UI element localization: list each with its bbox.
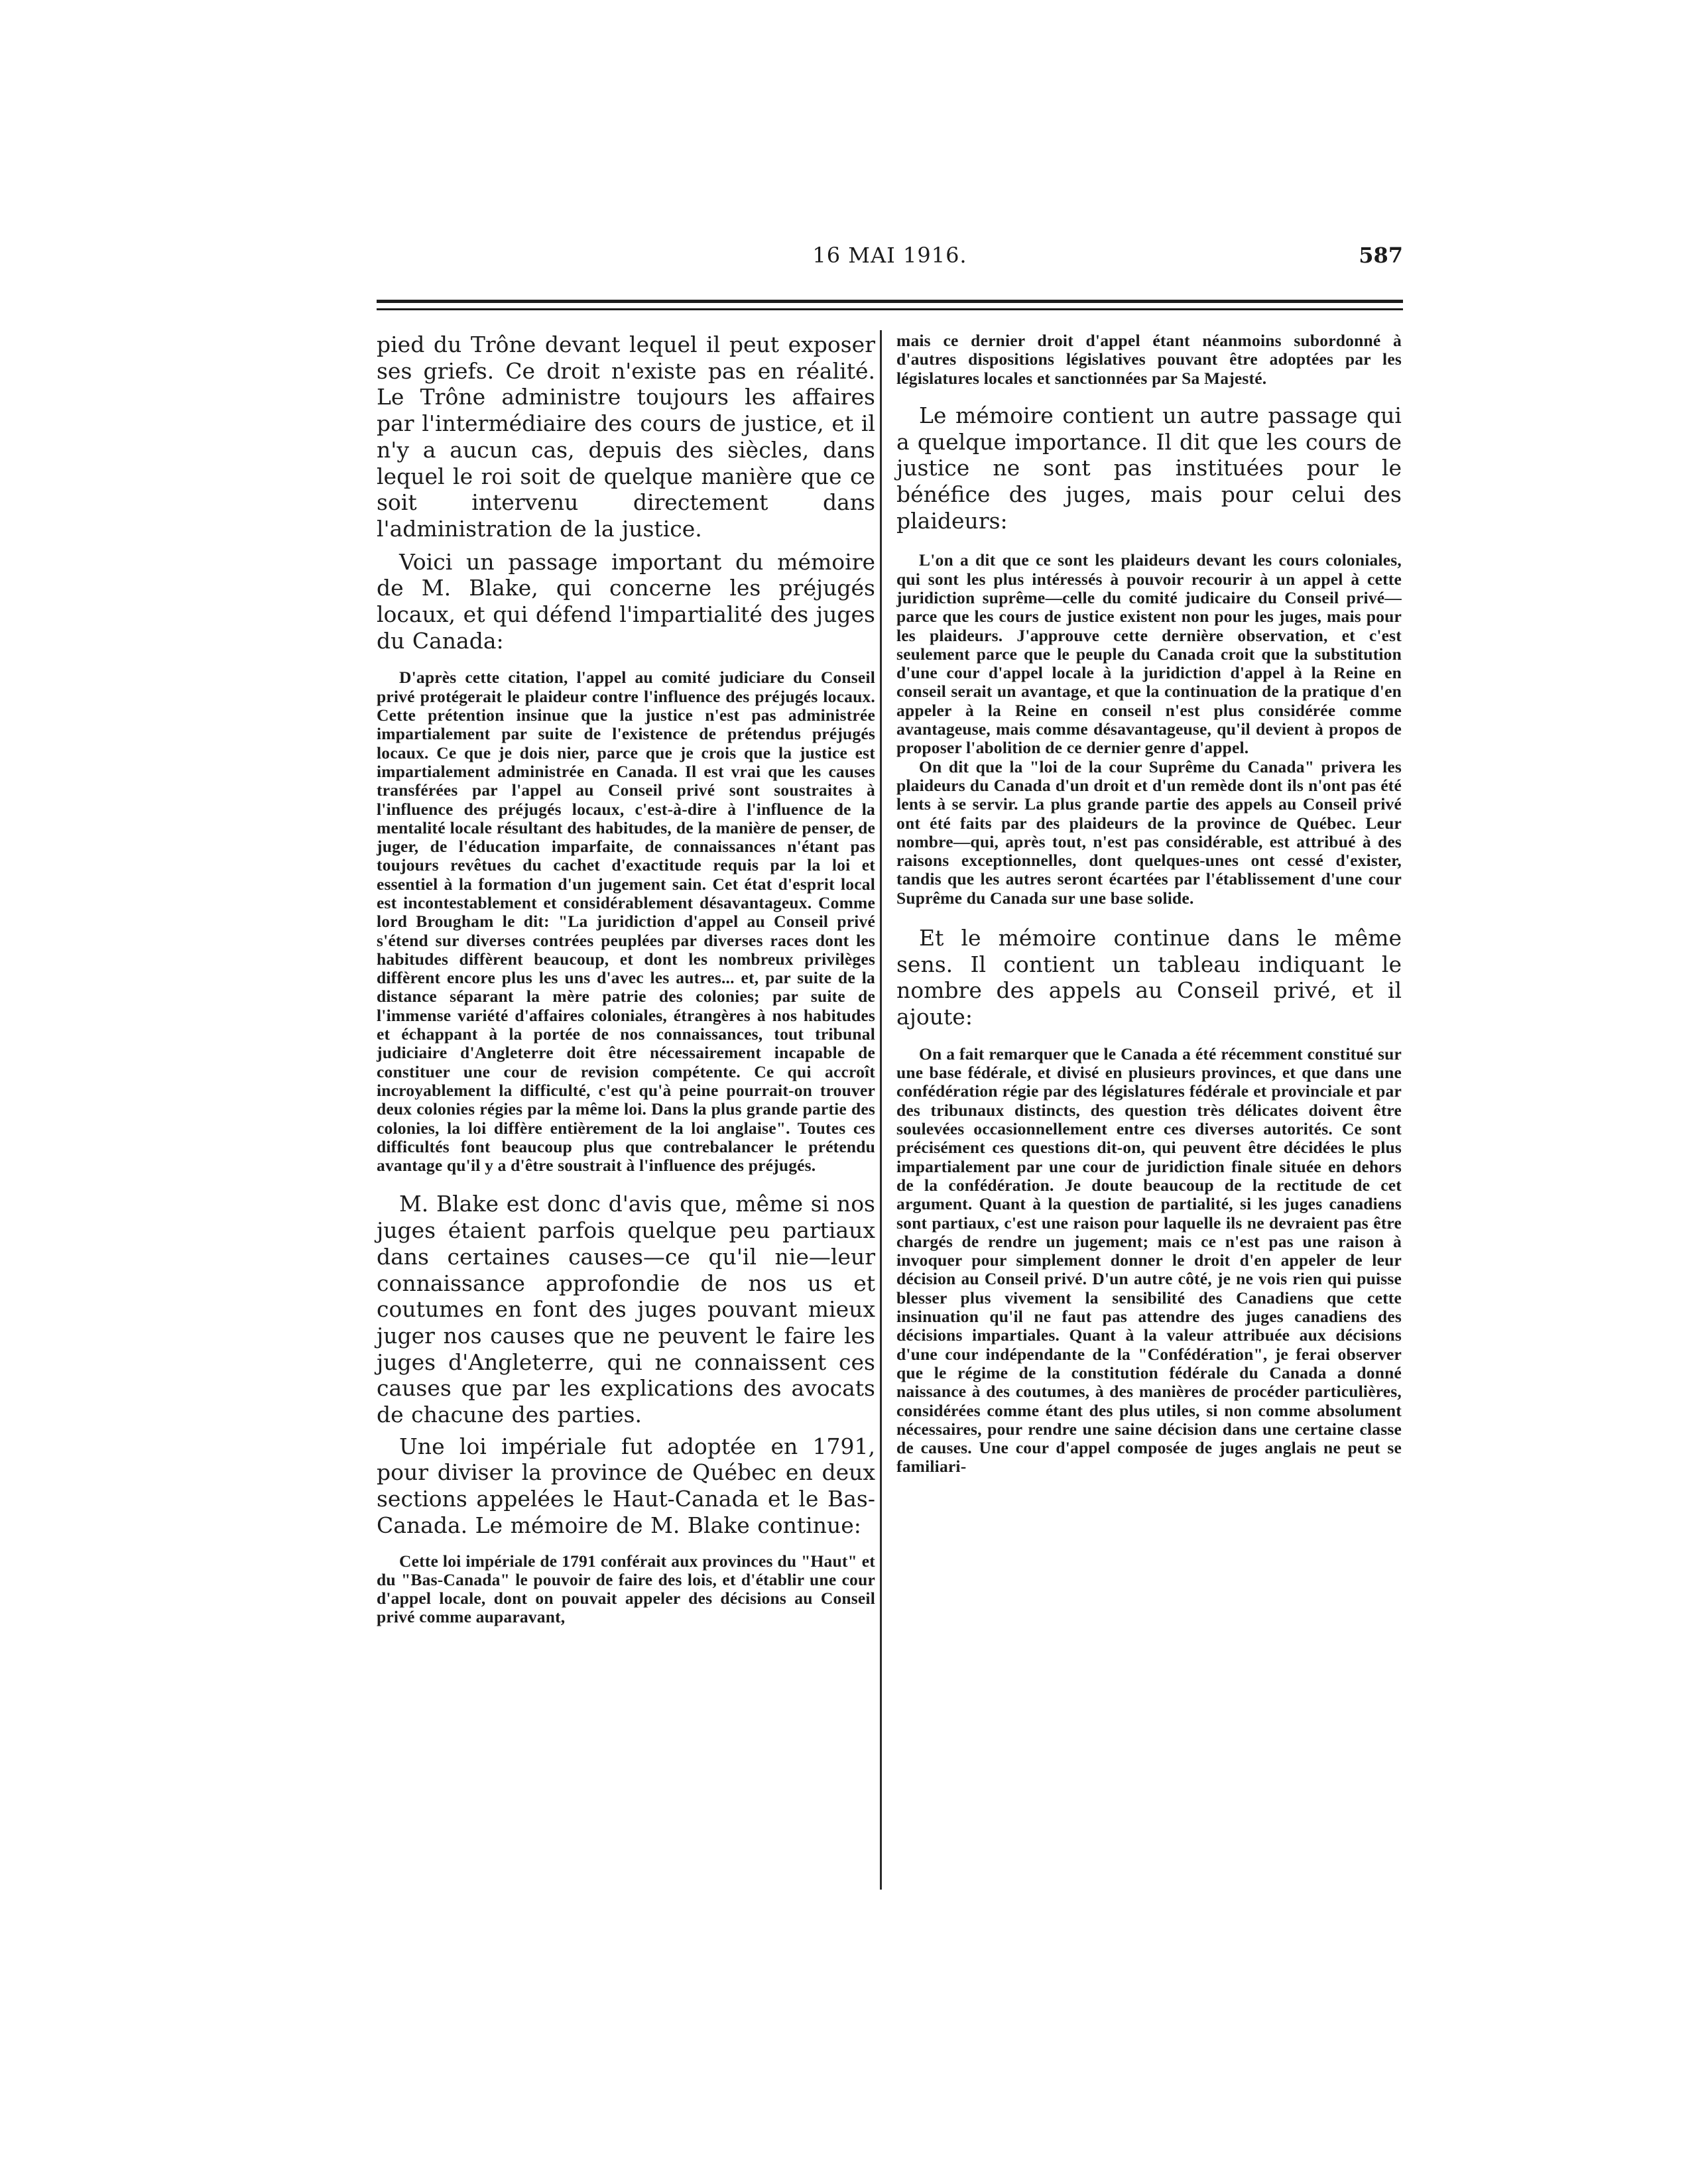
column-divider [880,330,882,1890]
quoted-passage: On a fait remarquer que le Canada a été récemment constitué sur une base fédérale, et divisé en plusieurs provinces, et que dans une confédération régie par des législatures fédérale et provinciale et par des tribunaux distincts, des question très délicates doivent être soulevées occasionnellement entre ces diverses autorités. Ce sont précisément ces questions dit-on, qui peuvent être décidées le plus impartialement par une cour de juridiction finale située en dehors de la confédération. Je doute beaucoup de la rectitude de cet argument. Quant à la question de partialité, si les juges canadiens sont partiaux, c'est une raison pour laquelle ils ne devraient pas être chargés de rendre un jugement; mais ce n'est pas une raison à invoquer pour simplement donner le droit d'en appeler de leur décision au Conseil privé. D'un autre côté, je ne vois rien qui puisse blesser plus vivement la sensibilité des Canadiens que cette insinuation qu'il ne faut pas attendre des juges canadiens des décisions impartiales. Quant à la valeur attribuée aux décisions d'une cour indépendante de la "Confédération", je ferai observer que le régime de la constitution fédérale du Canada a donné naissance à des coutumes, à des manières de procéder particulières, considérées comme étant des plus utiles, si non comme absolument nécessaires, pour rendre une saine décision dans une certaine classe de causes. Une cour d'appel composée de juges anglais ne peut se familiari- [896,1044,1402,1477]
running-header [377,239,1403,278]
body-paragraph: pied du Trône devant lequel il peut exposer ses griefs. Ce droit n'existe pas en réalité. Le Trône administre toujours les affaires par l'intermédiaire des cours de justice, et il n'y a aucun cas, depuis des siècles, dans lequel le roi soit de quelque manière que ce soit intervenu directement dans l'administration de la justice. [377,332,875,542]
body-paragraph: M. Blake est donc d'avis que, même si nos juges étaient parfois quelque peu partiaux dans certaines causes—ce qu'il nie—leur connaissance approfondie de nos us et coutumes en font des juges pouvant mieux juger nos causes que ne peuvent le faire les juges d'Angleterre, qui ne connaissent ces causes que par les explications des avocats de chacune des parties. [377,1191,875,1428]
quoted-passage: mais ce dernier droit d'appel étant néanmoins subordonné à d'autres dispositions législatives pouvant être adoptées par les législatures locales et sanctionnées par Sa Majesté. [896,331,1402,388]
body-paragraph: Et le mémoire continue dans le même sens. Il contient un tableau indiquant le nombre des appels au Conseil privé, et il ajoute: [896,925,1402,1030]
body-paragraph: Une loi impériale fut adoptée en 1791, pour diviser la province de Québec en deux sections appelées le Haut-Canada et le Bas-Canada. Le mémoire de M. Blake continue: [377,1433,875,1538]
left-column [377,332,875,1627]
body-paragraph: Le mémoire contient un autre passage qui a quelque importance. Il dit que les cours de justice ne sont pas instituées pour le bénéfice des juges, mais pour celui des plaideurs: [896,402,1402,534]
quoted-passage: D'après cette citation, l'appel au comité judiciare du Conseil privé protégerait le plaideur contre l'influence des préjugés locaux. Cette prétention insinue que la justice n'est pas administrée impartialement par suite de l'existence de prétendus préjugés locaux. Ce que je dois nier, parce que je crois que la justice est impartialement administrée en Canada. Il est vrai que les causes transférées par l'appel au Conseil privé sont soustraites à l'influence des préjugés locaux, c'est-à-dire à l'influence de la mentalité locale résultant des habitudes, de la manière de penser, de juger, de l'éducation imparfaite, de connaissances n'étant pas toujours revêtues du cachet d'exactitude requis par la loi et essentiel à la formation d'un jugement sain. Cet état d'esprit local est incontestablement et considérablement désavantageux. Comme lord Brougham le dit: "La juridiction d'appel au Conseil privé s'étend sur diverses contrées peuplées par diverses races dont les habitudes diffèrent beaucoup, et dont les nombreux privilèges diffèrent encore plus les uns d'avec les autres... et, par suite de la distance séparant la mère patrie des colonies; par suite de l'immense variété d'affaires coloniales, étrangères à nos habitudes et échappant à la portée de nos connaissances, tout tribunal judiciaire d'Angleterre doit être nécessairement incapable de constituer une cour de revision compétente. Ce qui accroît incroyablement la difficulté, c'est qu'à peine pourrait-on trouver deux colonies régies par la même loi. Dans la plus grande partie des colonies, la loi diffère entièrement de la loi anglaise". Toutes ces difficultés font beaucoup plus que contrebalancer le prétendu avantage qu'il y a d'être soustrait à l'influence des préjugés. [377,668,875,1176]
page-number: 587 [1359,243,1403,268]
quoted-passage: On dit que la "loi de la cour Suprême du Canada" privera les plaideurs du Canada d'un droit et d'un remède dont ils n'ont pas été lents à se servir. La plus grande partie des appels au Conseil privé ont été faits par des plaideurs de la province de Québec. Leur nombre—qui, après tout, n'est pas considérable, est attribué à des raisons exceptionnelles, dont quelques-unes ont cessé d'exister, tandis que les autres seront écartées par l'établissement d'une cour Suprême du Canada sur une base solide. [896,757,1402,908]
quoted-passage: L'on a dit que ce sont les plaideurs devant les cours coloniales, qui sont les plus intéressés à pouvoir recourir à un appel à cette juridiction suprême—celle du comité judicaire du Conseil privé—parce que les cours de justice existent non pour les juges, mais pour les plaideurs. J'approuve cette dernière observation, et c'est seulement parce que le peuple du Canada croit que la substitution d'une cour d'appel locale à la juridiction d'appel à la Reine en conseil serait un avantage, et que la continuation de la pratique d'en appeler à la Reine en conseil n'est plus considérée comme avantageuse, mais comme désavantageuse, qu'il devient à propos de proposer l'abolition de ce dernier genre d'appel. [896,550,1402,758]
right-column [896,332,1402,1477]
header-rule-thick [377,300,1403,303]
body-paragraph: Voici un passage important du mémoire de M. Blake, qui concerne les préjugés locaux, et qui défend l'impartialité des juges du Canada: [377,548,875,654]
header-rule-thin [377,308,1403,310]
quoted-passage: Cette loi impériale de 1791 conférait aux provinces du "Haut" et du "Bas-Canada" le pouvoir de faire des lois, et d'établir une cour d'appel locale, dont on pouvait appeler des décisions au Conseil privé comme auparavant, [377,1551,875,1627]
header-date: 16 MAI 1916. [812,243,967,268]
